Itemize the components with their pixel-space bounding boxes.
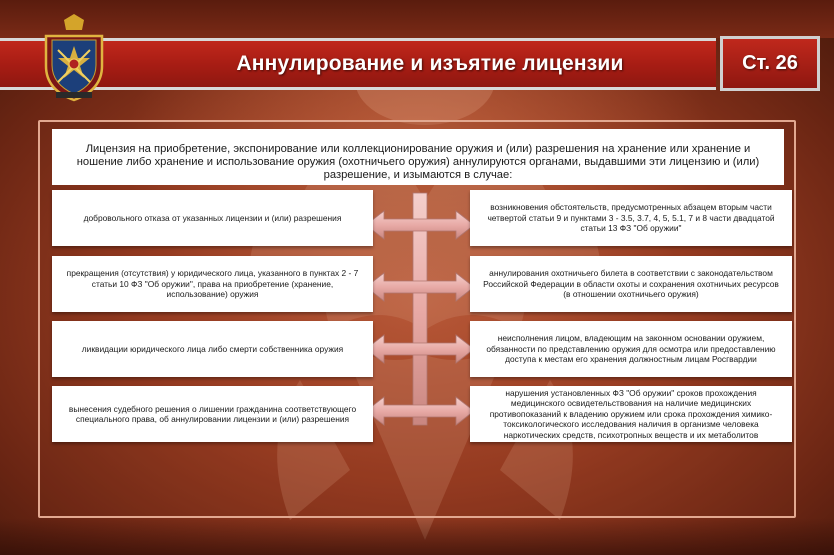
case-right-4: нарушения установленных ФЗ "Об оружии" сроков прохождения медицинского освидетельствования на наличие медицинских противопоказаний к владению оружием или срока прохождения химико-токсикологического исследования наличия в организме человека наркотических средств, психотропных веществ и их метаболитов [470,386,792,442]
case-right-2: аннулирования охотничьего билета в соответствии с законодательством Российской Федерации в области охоты и сохранения охотничьих ресурсов (в отношении охотничьего оружия) [470,256,792,312]
case-right-1: возникновения обстоятельств, предусмотренных абзацем вторым части четвертой статьи 9 и пунктами 3 - 3.5, 3.7, 4, 5, 5.1, 7 и 8 части двадцатой статьи 13 ФЗ "Об оружии" [470,190,792,246]
top-band [0,0,834,38]
case-left-2: прекращения (отсутствия) у юридического лица, указанного в пунктах 2 - 7 статьи 10 ФЗ "Об оружии", права на приобретение (хранение, использование) оружия [52,256,373,312]
article-badge: Ст. 26 [720,36,820,91]
case-right-3: неисполнения лицом, владеющим на законном основании оружием, обязанности по представлению оружия для осмотра или предоставлению доступа к местам его хранения должностным лицам Росгвардии [470,321,792,377]
case-left-3: ликвидации юридического лица либо смерти собственника оружия [52,321,373,377]
page-title: Аннулирование и изъятие лицензии [236,52,624,75]
bottom-band [0,518,834,555]
intro-text: Лицензия на приобретение, экспонирование или коллекционирование оружия и (или) разрешения на хранение или хранение и ношение либо хранение и использование оружия (охотничьего оружия) аннулируются органами, выдавшими эти лицензию и (или) разрешение, и изымаются в случае: [52,129,784,185]
rosgvardia-emblem-icon [38,10,110,102]
case-left-4: вынесения судебного решения о лишении гражданина соответствующего специального права, об аннулировании лицензии и (или) разрешения [52,386,373,442]
case-left-1: добровольного отказа от указанных лицензии и (или) разрешения [52,190,373,246]
connector-arrows [360,185,480,445]
